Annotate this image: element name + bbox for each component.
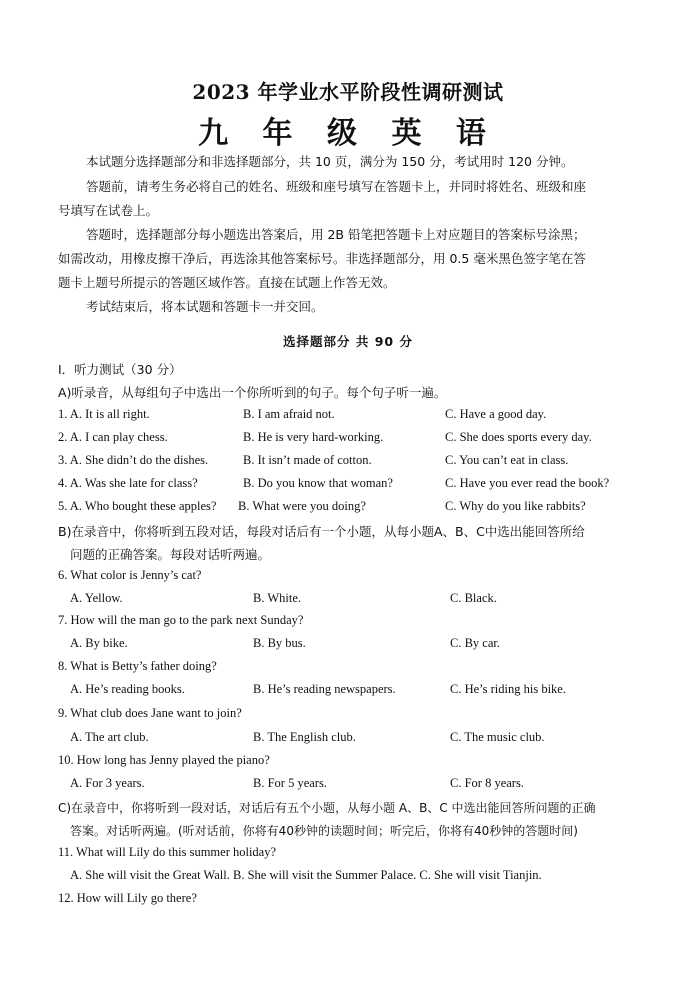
q6-option-c: C. Black.: [450, 591, 497, 605]
q9-option-b: B. The English club.: [253, 730, 356, 744]
q10-option-b: B. For 5 years.: [253, 776, 327, 790]
part-a-heading: A)听录音，从每组句子中选出一个你所听到的句子。每个句子听一遍。: [58, 385, 447, 400]
q7-option-a: A. By bike.: [70, 636, 128, 650]
q5-option-a: 5. A. Who bought these apples?: [58, 499, 217, 513]
q7-option-c: C. By car.: [450, 636, 500, 650]
part-b-heading-line2: 问题的正确答案。每段对话听两遍。: [70, 547, 271, 562]
q3-option-a: 3. A. She didn’t do the dishes.: [58, 453, 209, 467]
q7-option-b: B. By bus.: [253, 636, 306, 650]
section-title: 选择题部分 共 90 分: [283, 334, 413, 349]
q10-question: 10. How long has Jenny played the piano?: [58, 753, 270, 767]
q10-option-a: A. For 3 years.: [70, 776, 145, 790]
part-1-heading: I．听力测试（30 分）: [58, 362, 182, 377]
instruction-p1: 本试题分选择题部分和非选择题部分，共 10 页，满分为 150 分，考试用时 120 分钟。: [86, 154, 574, 169]
q3-option-b: B. It isn’t made of cotton.: [243, 453, 372, 467]
q4-option-a: 4. A. Was she late for class?: [58, 476, 198, 490]
q8-option-b: B. He’s reading newspapers.: [253, 682, 396, 696]
instruction-p3-line3: 题卡上题号所提示的答题区域作答。直接在试题上作答无效。: [58, 275, 396, 290]
q10-option-c: C. For 8 years.: [450, 776, 524, 790]
q6-question: 6. What color is Jenny’s cat?: [58, 568, 202, 582]
exam-title: 2023 年学业水平阶段性调研测试: [192, 80, 504, 104]
q11-question: 11. What will Lily do this summer holiday?: [58, 845, 277, 859]
instruction-p4: 考试结束后，将本试题和答题卡一并交回。: [86, 299, 324, 314]
q8-question: 8. What is Betty’s father doing?: [58, 659, 217, 673]
q2-option-a: 2. A. I can play chess.: [58, 430, 168, 444]
q5-option-c: C. Why do you like rabbits?: [445, 499, 586, 513]
q9-option-c: C. The music club.: [450, 730, 545, 744]
q8-option-a: A. He’s reading books.: [70, 682, 185, 696]
q9-question: 9. What club does Jane want to join?: [58, 706, 242, 720]
q2-option-b: B. He is very hard-working.: [243, 430, 384, 444]
part-c-heading-line2: 答案。对话听两遍。(听对话前，你将有40秒钟的读题时间；听完后，你将有40秒钟的答题时间): [70, 824, 578, 838]
q6-option-a: A. Yellow.: [70, 591, 123, 605]
q4-option-b: B. Do you know that woman?: [243, 476, 393, 490]
exam-subject: 九 年 级 英 语: [198, 116, 498, 151]
instruction-p2-line1: 答题前，请考生务必将自己的姓名、班级和座号填写在答题卡上，并同时将姓名、班级和座: [86, 179, 587, 194]
q11-options: A. She will visit the Great Wall. B. She will visit the Summer Palace. C. She will visit Tianjin.: [70, 868, 542, 882]
q9-option-a: A. The art club.: [70, 730, 149, 744]
part-c-heading-line1: C)在录音中，你将听到一段对话，对话后有五个小题，从每小题 A、B、C 中选出能回答所问题的正确: [58, 801, 596, 815]
q1-option-b: B. I am afraid not.: [243, 407, 335, 421]
q7-question: 7. How will the man go to the park next Sunday?: [58, 613, 304, 627]
q1-option-a: 1. A. It is all right.: [58, 407, 150, 421]
instruction-p2-line2: 号填写在试卷上。: [58, 203, 159, 218]
q6-option-b: B. White.: [253, 591, 302, 605]
part-b-heading-line1: B)在录音中，你将听到五段对话，每段对话后有一个小题，从每小题A、B、C中选出能回答所给: [58, 524, 585, 539]
q4-option-c: C. Have you ever read the book?: [445, 476, 610, 490]
instruction-p3-line2: 如需改动，用橡皮擦干净后，再选涂其他答案标号。非选择题部分，用 0.5 毫米黑色签字笔在答: [58, 251, 586, 266]
q8-option-c: C. He’s riding his bike.: [450, 682, 566, 696]
instruction-p3-line1: 答题时，选择题部分每小题选出答案后，用 2B 铅笔把答题卡上对应题目的答案标号涂黑；: [86, 227, 586, 242]
q12-question: 12. How will Lily go there?: [58, 891, 197, 905]
q5-option-b: B. What were you doing?: [238, 499, 366, 513]
q1-option-c: C. Have a good day.: [445, 407, 547, 421]
q2-option-c: C. She does sports every day.: [445, 430, 592, 444]
q3-option-c: C. You can’t eat in class.: [445, 453, 569, 467]
